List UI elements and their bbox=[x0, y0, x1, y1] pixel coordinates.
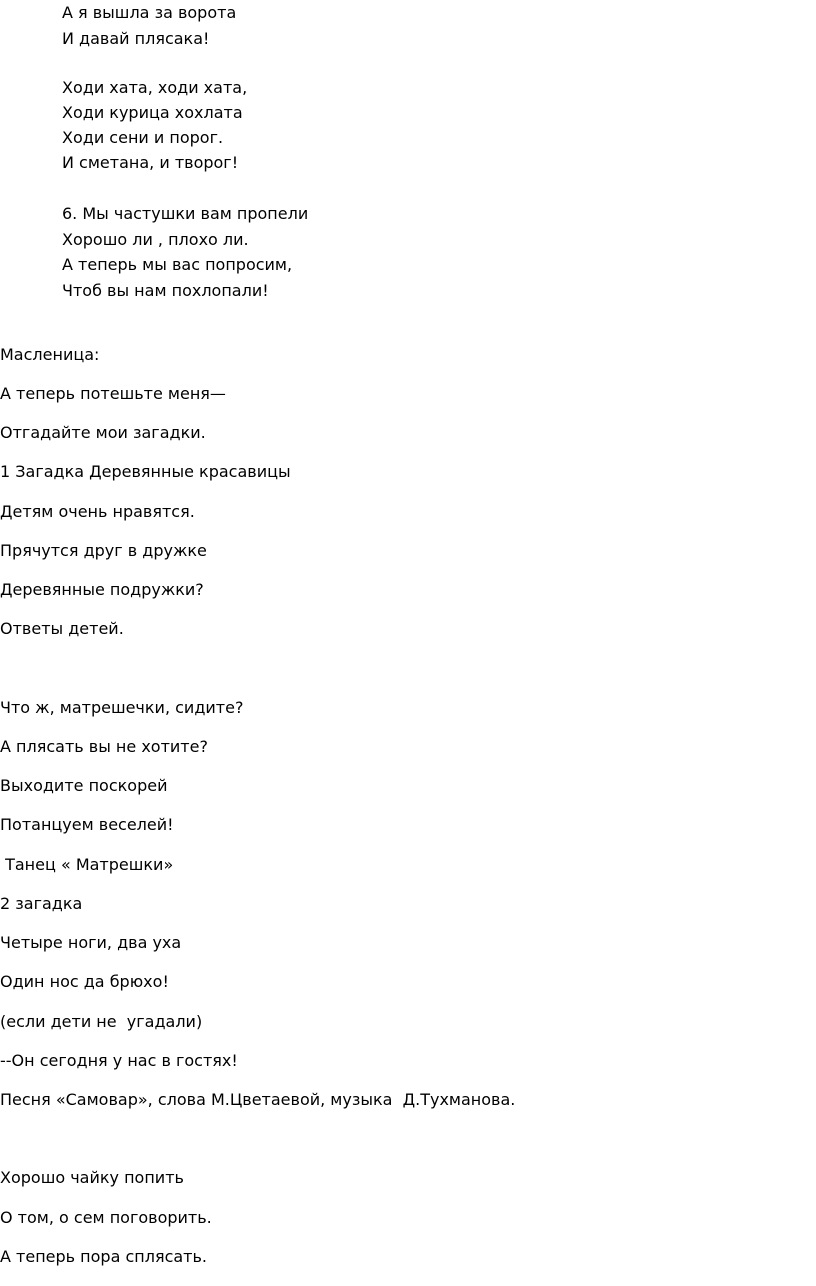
verse-line: И давай плясака! bbox=[62, 29, 210, 48]
script-line: Отгадайте мои загадки. bbox=[0, 423, 206, 442]
script-line: О том, о сем поговорить. bbox=[0, 1208, 212, 1227]
stage-note: (если дети не угадали) bbox=[0, 1012, 203, 1031]
speaker-label: Масленица: bbox=[0, 345, 100, 364]
script-line: А теперь потешьте меня— bbox=[0, 384, 226, 403]
verse-line: А теперь мы вас попросим, bbox=[62, 255, 293, 274]
verse-line: Ходи курица хохлата bbox=[62, 103, 243, 122]
script-line: Детям очень нравятся. bbox=[0, 502, 195, 521]
verse-line: И сметана, и творог! bbox=[62, 153, 239, 172]
verse-line: Ходи хата, ходи хата, bbox=[62, 78, 248, 97]
script-line: Потанцуем веселей! bbox=[0, 815, 174, 834]
script-line: Выходите поскорей bbox=[0, 776, 168, 795]
script-line: Четыре ноги, два уха bbox=[0, 933, 182, 952]
dance-title: Танец « Матрешки» bbox=[0, 855, 174, 874]
script-line: Деревянные подружки? bbox=[0, 580, 204, 599]
script-line: Хорошо чайку попить bbox=[0, 1168, 184, 1187]
script-line: --Он сегодня у нас в гостях! bbox=[0, 1051, 238, 1070]
verse-line: Хорошо ли , плохо ли. bbox=[62, 230, 249, 249]
script-line: Один нос да брюхо! bbox=[0, 972, 169, 991]
song-title: Песня «Самовар», слова М.Цветаевой, музыка Д.Тухманова. bbox=[0, 1090, 516, 1109]
verse-line: А я вышла за ворота bbox=[62, 3, 237, 22]
verse-line: Чтоб вы нам похлопали! bbox=[62, 281, 269, 300]
riddle-heading: 2 загадка bbox=[0, 894, 83, 913]
script-line: А теперь пора сплясать. bbox=[0, 1247, 208, 1266]
script-line: Что ж, матрешечки, сидите? bbox=[0, 698, 244, 717]
riddle-heading: 1 Загадка Деревянные красавицы bbox=[0, 462, 291, 481]
script-line: Ответы детей. bbox=[0, 619, 124, 638]
verse-line: 6. Мы частушки вам пропели bbox=[62, 204, 309, 223]
script-line: А плясать вы не хотите? bbox=[0, 737, 208, 756]
script-line: Прячутся друг в дружке bbox=[0, 541, 207, 560]
verse-line: Ходи сени и порог. bbox=[62, 128, 224, 147]
